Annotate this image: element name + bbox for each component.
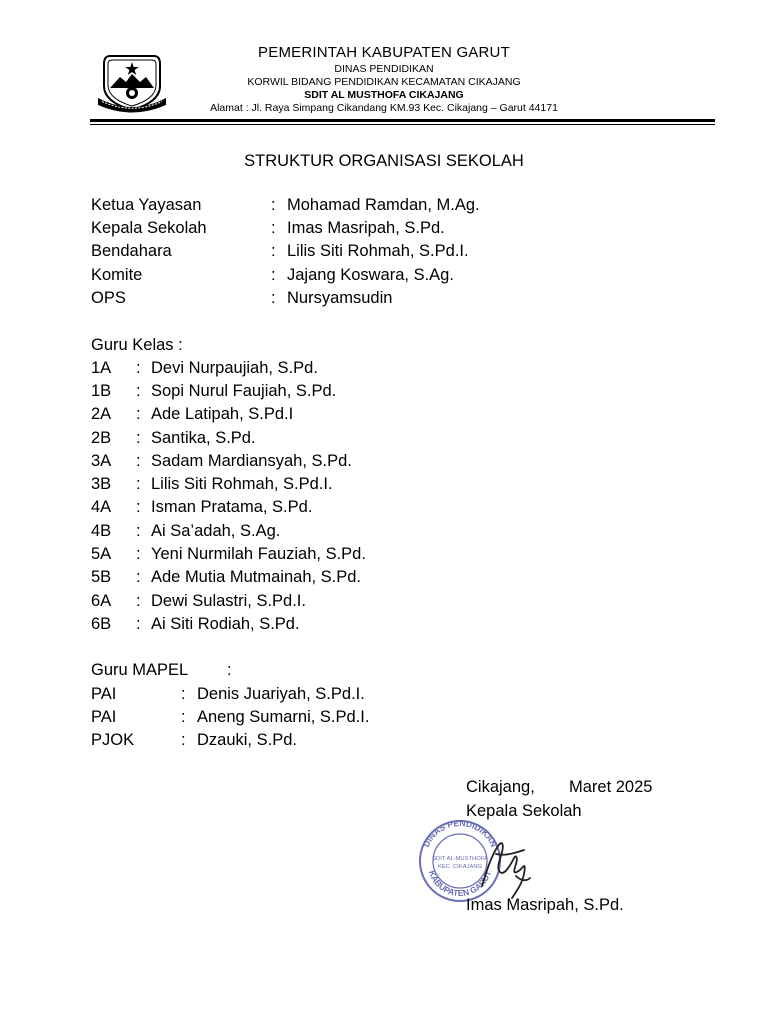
colon: :	[136, 452, 141, 470]
colon: :	[136, 382, 141, 400]
teacher-name: Devi Nurpaujiah, S.Pd.	[151, 359, 318, 377]
kelas-code: 4A	[91, 498, 112, 516]
colon: :	[271, 289, 276, 307]
teacher-name: Ai Sa’adah, S.Ag.	[151, 522, 281, 540]
kelas-code: 5A	[91, 545, 112, 563]
letterhead	[190, 44, 578, 115]
garut-regency-emblem-icon	[96, 50, 168, 114]
official-role: Bendahara	[91, 242, 172, 260]
colon: :	[181, 685, 186, 703]
colon: :	[181, 731, 186, 749]
colon: :	[271, 196, 276, 214]
signature-name: Imas Masripah, S.Pd.	[466, 896, 624, 914]
teacher-name: Ade Latipah, S.Pd.I	[151, 405, 294, 423]
teacher-name: Lilis Siti Rohmah, S.Pd.I.	[151, 475, 333, 493]
colon: :	[227, 661, 232, 679]
letterhead-school: SDIT AL MUSTHOFA CIKAJANG	[304, 89, 464, 101]
colon: :	[136, 498, 141, 516]
letterhead-government: PEMERINTAH KABUPATEN GARUT	[258, 44, 510, 61]
colon: :	[271, 266, 276, 284]
colon: :	[181, 708, 186, 726]
teacher-name: Santika, S.Pd.	[151, 429, 256, 447]
colon: :	[271, 242, 276, 260]
teacher-name: Sopi Nurul Faujiah, S.Pd.	[151, 382, 337, 400]
teacher-name: Aneng Sumarni, S.Pd.I.	[197, 708, 370, 726]
teacher-name: Denis Juariyah, S.Pd.I.	[197, 685, 365, 703]
colon: :	[136, 592, 141, 610]
document-title: STRUKTUR ORGANISASI SEKOLAH	[244, 152, 524, 170]
teacher-name: Isman Pratama, S.Pd.	[151, 498, 313, 516]
kelas-code: 5B	[91, 568, 112, 586]
colon: :	[136, 522, 141, 540]
colon: :	[136, 545, 141, 563]
stamp-bottom-text: KABUPATEN GARUT	[426, 869, 494, 899]
teacher-name: Ade Mutia Mutmainah, S.Pd.	[151, 568, 362, 586]
teacher-name: Dewi Sulastri, S.Pd.I.	[151, 592, 306, 610]
official-name: Jajang Koswara, S.Ag.	[287, 266, 454, 284]
official-role: Kepala Sekolah	[91, 219, 207, 237]
colon: :	[136, 475, 141, 493]
mapel-subject: PAI	[91, 685, 117, 703]
signature-place: Cikajang,	[466, 778, 535, 796]
teacher-name: Sadam Mardiansyah, S.Pd.	[151, 452, 352, 470]
letterhead-department: DINAS PENDIDIKAN	[334, 62, 434, 75]
official-name: Nursyamsudin	[287, 289, 393, 307]
kelas-code: 1A	[91, 359, 112, 377]
official-role: OPS	[91, 289, 126, 307]
letterhead-korwil: KORWIL BIDANG PENDIDIKAN KECAMATAN CIKAJANG	[247, 75, 521, 88]
official-name: Imas Masripah, S.Pd.	[287, 219, 445, 237]
signature-position: Kepala Sekolah	[466, 802, 582, 820]
mapel-subject: PJOK	[91, 731, 135, 749]
letterhead-rule-thick	[90, 119, 715, 122]
official-role: Komite	[91, 266, 143, 284]
stamp-top-text: DINAS PENDIDIKAN	[420, 817, 500, 849]
stamp-center-district: KEC. CIKAJANG	[437, 864, 483, 870]
letterhead-rule-thin	[90, 124, 715, 125]
mapel-subject: PAI	[91, 708, 117, 726]
colon: :	[136, 568, 141, 586]
official-name: Lilis Siti Rohmah, S.Pd.I.	[287, 242, 469, 260]
svg-text:DINAS PENDIDIKAN	[421, 818, 499, 849]
colon: :	[136, 359, 141, 377]
kelas-code: 6A	[91, 592, 112, 610]
official-name: Mohamad Ramdan, M.Ag.	[287, 196, 480, 214]
official-role: Ketua Yayasan	[91, 196, 202, 214]
teacher-name: Dzauki, S.Pd.	[197, 731, 297, 749]
colon: :	[271, 219, 276, 237]
kelas-code: 4B	[91, 522, 112, 540]
colon: :	[136, 429, 141, 447]
guru-mapel-heading-label: Guru MAPEL	[91, 661, 189, 679]
kelas-code: 1B	[91, 382, 112, 400]
teacher-name: Ai Siti Rodiah, S.Pd.	[151, 615, 300, 633]
signature-date: Maret 2025	[569, 778, 653, 796]
guru-kelas-heading: Guru Kelas :	[91, 336, 183, 354]
kelas-code: 3B	[91, 475, 112, 493]
school-stamp-icon	[416, 814, 534, 904]
kelas-code: 2B	[91, 429, 112, 447]
stamp-center-school: SDIT AL-MUSTHOFA	[432, 856, 488, 862]
letterhead-address: Alamat : Jl. Raya Simpang Cikandang KM.93 Kec. Cikajang – Garut 44171	[210, 102, 558, 115]
colon: :	[136, 615, 141, 633]
teacher-name: Yeni Nurmilah Fauziah, S.Pd.	[151, 545, 366, 563]
kelas-code: 3A	[91, 452, 112, 470]
kelas-code: 6B	[91, 615, 112, 633]
kelas-code: 2A	[91, 405, 112, 423]
colon: :	[136, 405, 141, 423]
